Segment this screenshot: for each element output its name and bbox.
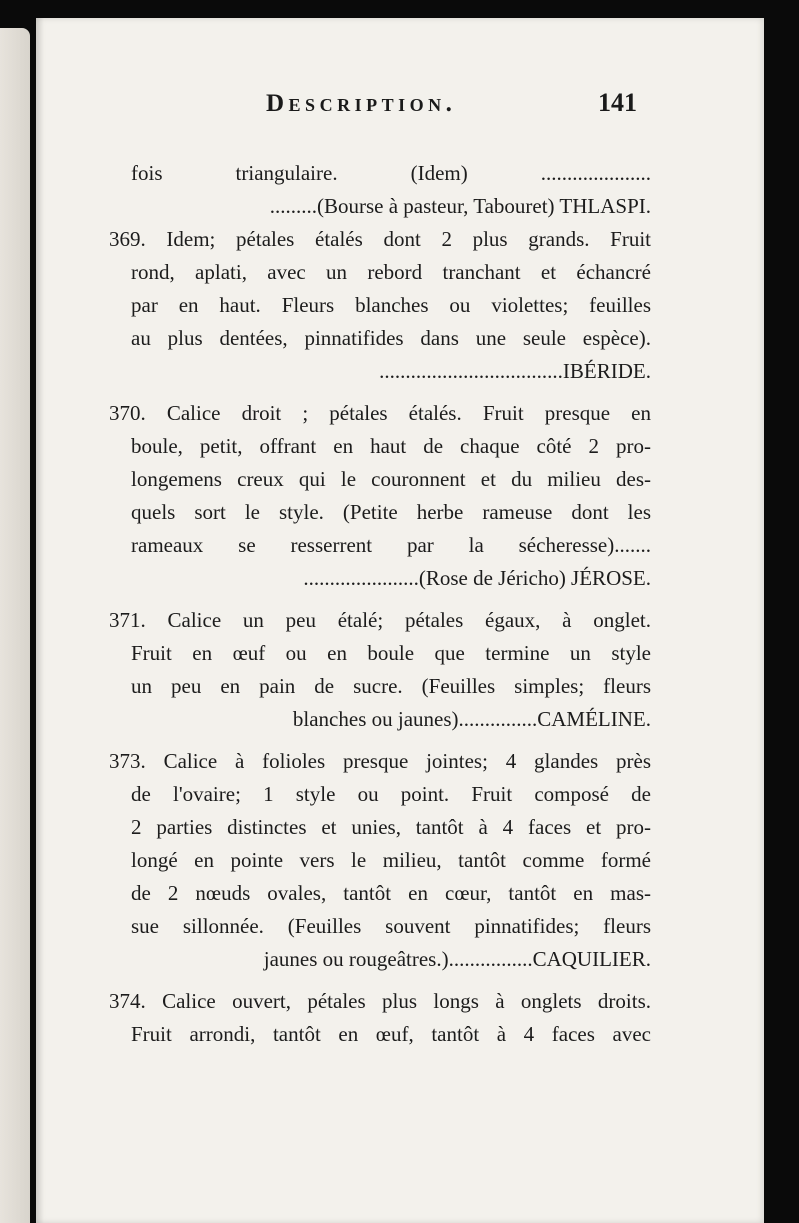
text-line: longé en pointe vers le milieu, tantôt comme formé bbox=[131, 848, 651, 872]
page-gutter-shadow bbox=[36, 18, 44, 1223]
page-header bbox=[36, 90, 764, 130]
text-line: fois triangulaire. (Idem) ..................... bbox=[131, 161, 651, 185]
book-page bbox=[36, 18, 764, 1223]
text-line: Fruit arrondi, tantôt en œuf, tantôt à 4 faces avec bbox=[131, 1022, 651, 1046]
text-line: sue sillonnée. (Feuilles souvent pinnatifides; fleurs bbox=[131, 914, 651, 938]
text-line: de 2 nœuds ovales, tantôt en cœur, tantôt en mas- bbox=[131, 881, 651, 905]
text-line: rameaux se resserrent par la sécheresse)....... bbox=[131, 533, 651, 557]
facing-page-edge bbox=[0, 28, 30, 1223]
text-line: longemens creux qui le couronnent et du milieu des- bbox=[131, 467, 651, 491]
text-line: au plus dentées, pinnatifides dans une seule espèce). bbox=[131, 326, 651, 350]
text-line: 2 parties distinctes et unies, tantôt à 4 faces et pro- bbox=[131, 815, 651, 839]
running-head: Description. bbox=[266, 90, 457, 117]
text-line: par en haut. Fleurs blanches ou violettes; feuilles bbox=[131, 293, 651, 317]
text-line: blanches ou jaunes)...............CAMÉLINE. bbox=[292, 707, 651, 731]
text-line: ...................................IBÉRIDE. bbox=[379, 359, 651, 383]
text-line: 371. Calice un peu étalé; pétales égaux, à onglet. bbox=[109, 608, 651, 632]
text-line: quels sort le style. (Petite herbe rameuse dont les bbox=[131, 500, 651, 524]
text-line: Fruit en œuf ou en boule que termine un style bbox=[131, 641, 651, 665]
text-line: rond, aplati, avec un rebord tranchant et échancré bbox=[131, 260, 651, 284]
text-line: 369. Idem; pétales étalés dont 2 plus grands. Fruit bbox=[109, 227, 651, 251]
page-number: 141 bbox=[598, 88, 637, 117]
text-line: boule, petit, offrant en haut de chaque côté 2 pro- bbox=[131, 434, 651, 458]
text-line: ......................(Rose de Jéricho) JÉROSE. bbox=[303, 566, 651, 590]
text-line: 374. Calice ouvert, pétales plus longs à onglets droits. bbox=[109, 989, 651, 1013]
text-line: 370. Calice droit ; pétales étalés. Fruit presque en bbox=[109, 401, 651, 425]
text-line: 373. Calice à folioles presque jointes; 4 glandes près bbox=[109, 749, 651, 773]
text-line: .........(Bourse à pasteur, Tabouret) THLASPI. bbox=[269, 194, 651, 218]
text-line: jaunes ou rougeâtres.)................CAQUILIER. bbox=[263, 947, 651, 971]
text-line: de l'ovaire; 1 style ou point. Fruit composé de bbox=[131, 782, 651, 806]
text-line: un peu en pain de sucre. (Feuilles simples; fleurs bbox=[131, 674, 651, 698]
